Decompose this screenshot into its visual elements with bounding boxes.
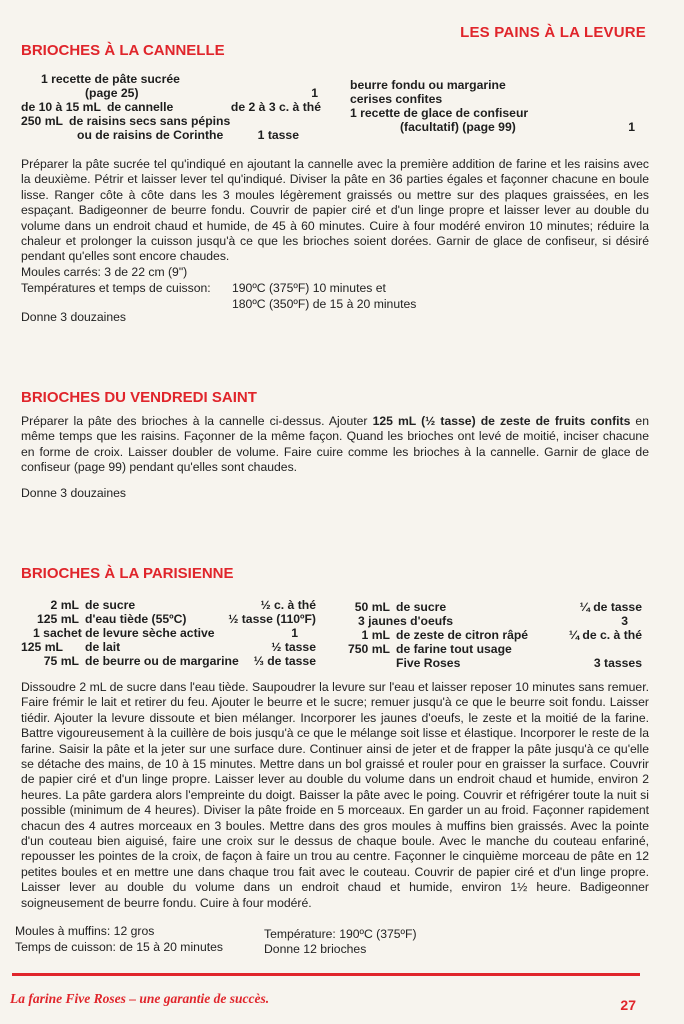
footer-rule [12,973,640,976]
ingredients-left-cannelle [21,72,321,142]
ingredient-row: 2 mL de sucre ½ c. à thé [50,598,316,612]
instructions-cannelle: Préparer la pâte sucrée tel qu'indiqué en ajoutant la cannelle avec la première addition de farine et les raisins avec la deuxième. Pétrir et laisser lever tel qu'indiqué. Diviser la pâte en 36 parties égales et façonner chacune en boule lisse. Ranger côte à côte dans les 3 moules légèrement graissés ou mettre sur des plaques graissées, en les espaçant. Badigeonner de beurre fondu. Couvrir de papier ciré et d'un linge propre et laisser lever au double du volume dans un endroit chaud et humide, de 45 à 60 minutes. Cuire à four modéré environ 10 minutes; réduire la chaleur et prolonger la cuisson jusqu'à ce que les brioches soient dorées. Garnir de glace de confiseur, si désiré pendant qu'elles sont encore chaudes. [21,157,649,264]
ingredient-row: 1 sachet de levure sèche active 1 [33,626,298,640]
ingredient-row: 750 mL de farine tout usage [347,642,512,656]
temps-parisienne: Temps de cuisson: de 15 à 20 minutes [15,940,223,954]
ingredient-row: Five Roses 3 tasses [396,656,642,670]
recipe-title-vendredi-saint: BRIOCHES DU VENDREDI SAINT [21,389,257,406]
section-label: LES PAINS À LA LEVURE [460,24,646,41]
ingredient-row: (page 25) 1 [85,86,318,100]
ingredient-row: 1 mL de zeste de citron râpé ¼ de c. à thé [361,628,642,642]
temp2-cannelle: 180ºC (350ºF) de 15 à 20 minutes [232,297,417,311]
ingredient-row: cerises confites [350,92,443,106]
ingredients-right-cannelle [350,78,635,134]
instructions-parisienne: Dissoudre 2 mL de sucre dans l'eau tiède. Saupoudrer la levure sur l'eau et laisser reposer 10 minutes sans remuer. Faire frémir le lait et retirer du feu. Ajouter le beurre et le sucre; remuer jusqu'à ce que le beurre soit fondu. Laisser tiédir. Ajouter la levure dissoute et bien mélanger. Incorporer les jaunes d'oeufs, le zeste et la moitié de la farine. Battre vigoureusement à la cuillère de bois jusqu'à ce que le mélange soit lisse et élastique. Incorporer le reste de la farine. Saisir la pâte et la jeter sur une surface dure. Continuer ainsi de jeter et de frapper la pâte jusqu'à ce qu'elle se détache des mains, de 10 à 15 minutes. Mettre dans un bol graissé et rouler pour en graisser la surface. Couvrir de papier ciré et d'un linge propre. Laisser lever au double du volume dans un endroit chaud et humide, environ 2 heures. La pâte gardera alors l'empreinte du doigt. Baisser la pâte avec le poing. Couvrir et réfrigérer toute la nuit si possible (minimum de 4 heures). Diviser la pâte froide en 5 morceaux. En garder un au froid. Façonner rapidement chacun des 4 autres morceaux en 3 boules. Mettre dans des gros moules à muffins bien graissés. Avec la pointe d'un couteau bien aiguisé, faire une croix sur le dessus de chaque boule. Avec le manche du couteau enfariné, repousser les pointes de la croix, de façon à faire un trou au centre. Façonner le cinquième morceau de pâte en 12 petites boules et en mettre une dans chaque trou fait avec le couteau. Couvrir de papier ciré et d'un linge propre. Laisser lever au double du volume dans un endroit chaud et humide, environ 1½ heure. Badigeonner soigneusement de beurre fondu. Cuire à four modéré. [21,680,649,910]
footer-slogan: La farine Five Roses – une garantie de succès. [10,991,270,1006]
ingredient-row: 1 recette de glace de confiseur [350,106,529,120]
ingredient-row: 1 recette de pâte sucrée [41,72,180,86]
yield-vendredi-saint: Donne 3 douzaines [21,486,127,500]
ingredient-row: 3 jaunes d'oeufs 3 [358,614,628,628]
ingredients-left-parisienne [21,598,316,668]
recipe-title-parisienne: BRIOCHES À LA PARISIENNE [21,565,234,582]
yield-parisienne: Donne 12 brioches [264,942,367,956]
ingredient-row: 250 mL de raisins secs sans pépins [21,114,231,128]
temp1-cannelle: 190ºC (375ºF) 10 minutes et [232,281,386,295]
recipe-title-cannelle: BRIOCHES À LA CANNELLE [21,42,225,59]
ingredients-right-parisienne [338,600,642,670]
ingredient-row: 125 mL de lait ½ tasse [21,640,316,654]
yield-cannelle: Donne 3 douzaines [21,310,127,324]
ingredient-row: 75 mL de beurre ou de margarine ⅓ de tasse [43,654,316,668]
page-number: 27 [620,997,636,1013]
instructions-vendredi-saint: Préparer la pâte des brioches à la cannelle ci-dessus. Ajouter 125 mL (½ tasse) de zeste de fruits confits en même temps que les raisins. Façonner de la même façon. Quand les brioches ont levé de moitié, inciser chacune en forme de croix. Laisser doubler de volume. Faire cuire comme les brioches à la cannelle. Garnir de glace de confiseur (page 99) pendant qu'elles sont chaudes. [21,414,649,475]
ingredient-row: 125 mL d'eau tiède (55ºC) ½ tasse (110ºF) [36,612,316,626]
temp-label-cannelle: Températures et temps de cuisson: [21,281,211,295]
moules-parisienne: Moules à muffins: 12 gros [15,924,155,938]
moules-cannelle: Moules carrés: 3 de 22 cm (9") [21,265,188,279]
ingredient-row: ou de raisins de Corinthe 1 tasse [77,128,299,142]
ingredient-row: beurre fondu ou margarine [350,78,506,92]
ingredient-row: 50 mL de sucre ¼ de tasse [354,600,642,614]
temperature-parisienne: Température: 190ºC (375ºF) [264,927,417,941]
ingredient-row: (facultatif) (page 99) 1 [400,120,635,134]
ingredient-row: de 10 à 15 mL de cannelle de 2 à 3 c. à thé [21,100,321,114]
